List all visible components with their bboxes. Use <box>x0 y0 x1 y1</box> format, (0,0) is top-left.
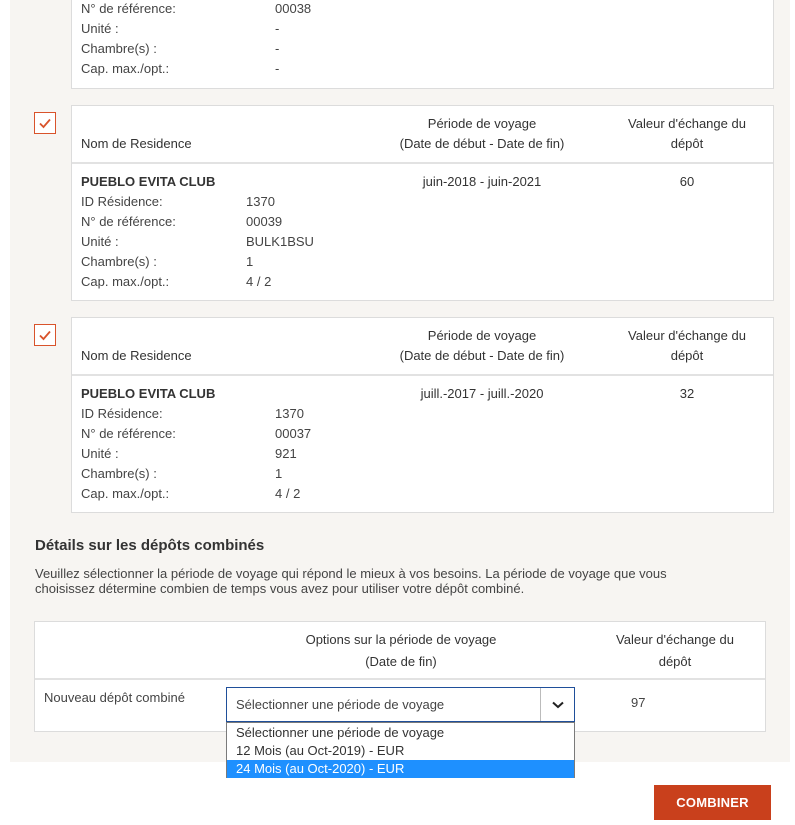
ref-number-label: N° de référence: <box>81 426 176 441</box>
ref-number-value: 00039 <box>246 214 283 229</box>
capacity-label: Cap. max./opt.: <box>81 486 170 501</box>
combined-section-title: Détails sur les dépôts combinés <box>35 537 265 554</box>
unit-value: - <box>275 21 280 36</box>
id-residence-value: 1370 <box>246 194 275 209</box>
unit-label: Unité : <box>81 446 119 461</box>
deposit-card-00038 <box>71 0 774 89</box>
rooms-value: - <box>275 41 280 56</box>
capacity-value: - <box>275 61 280 76</box>
deposit-card-00037 <box>71 317 774 513</box>
checkmark-icon <box>38 328 52 342</box>
new-combined-deposit-label: Nouveau dépôt combiné <box>44 690 185 705</box>
dropdown-option-highlighted[interactable]: 24 Mois (au Oct-2020) - EUR <box>227 760 574 778</box>
combined-exchange-value: 97 <box>631 695 646 710</box>
header-residence-name: Nom de Residence <box>81 348 192 363</box>
exchange-value: 32 <box>679 386 695 401</box>
exchange-value: 60 <box>679 174 695 189</box>
travel-period-select[interactable] <box>226 687 575 722</box>
ref-number-label: N° de référence: <box>81 214 176 229</box>
deposit-checkbox-00039[interactable] <box>34 112 56 134</box>
combined-table-header <box>35 622 765 680</box>
card-header <box>72 106 773 164</box>
rooms-value: 1 <box>275 466 283 481</box>
capacity-label: Cap. max./opt.: <box>81 274 170 289</box>
residence-name: PUEBLO EVITA CLUB <box>81 174 216 189</box>
dropdown-option[interactable]: Sélectionner une période de voyage <box>236 725 445 740</box>
header-travel-period: Période de voyage (Date de début - Date de fin) <box>399 116 565 151</box>
id-residence-label: ID Résidence: <box>81 194 163 209</box>
unit-value: BULK1BSU <box>246 234 314 249</box>
rooms-value: 1 <box>246 254 254 269</box>
header-exchange-value: Valeur d'échange du dépôt <box>616 632 734 669</box>
header-exchange-value: Valeur d'échange du dépôt <box>628 328 746 363</box>
unit-value: 921 <box>275 446 297 461</box>
checkmark-icon <box>38 116 52 130</box>
capacity-value: 4 / 2 <box>275 486 301 501</box>
card-header <box>72 318 773 376</box>
rooms-label: Chambre(s) : <box>81 41 157 56</box>
ref-number-value: 00037 <box>275 426 312 441</box>
select-current-value: Sélectionner une période de voyage <box>236 697 445 712</box>
rooms-label: Chambre(s) : <box>81 254 157 269</box>
travel-period-value: juill.-2017 - juill.-2020 <box>420 386 544 401</box>
header-exchange-value: Valeur d'échange du dépôt <box>628 116 746 151</box>
id-residence-label: ID Résidence: <box>81 406 163 421</box>
travel-period-dropdown <box>226 722 575 778</box>
capacity-label: Cap. max./opt.: <box>81 61 170 76</box>
unit-label: Unité : <box>81 234 119 249</box>
deposit-card-00039 <box>71 105 774 301</box>
ref-number-label: N° de référence: <box>81 1 176 16</box>
combine-button[interactable]: COMBINER <box>654 785 771 820</box>
unit-label: Unité : <box>81 21 119 36</box>
select-toggle[interactable] <box>540 688 574 721</box>
id-residence-value: 1370 <box>275 406 304 421</box>
deposit-checkbox-00037[interactable] <box>34 324 56 346</box>
travel-period-value: juin-2018 - juin-2021 <box>422 174 542 189</box>
combined-section-description: Veuillez sélectionner la période de voyage qui répond le mieux à vos besoins. La période de voyage que vous choisissez détermine combien de temps vous avez pour utiliser votre dépôt combiné. <box>35 566 667 596</box>
dropdown-option[interactable]: 12 Mois (au Oct-2019) - EUR <box>236 743 405 758</box>
chevron-down-icon <box>552 701 564 709</box>
header-residence-name: Nom de Residence <box>81 136 192 151</box>
ref-number-value: 00038 <box>275 1 312 16</box>
header-period-options: Options sur la période de voyage (Date de fin) <box>305 632 497 669</box>
rooms-label: Chambre(s) : <box>81 466 157 481</box>
header-travel-period: Période de voyage (Date de début - Date de fin) <box>399 328 565 363</box>
capacity-value: 4 / 2 <box>246 274 272 289</box>
residence-name: PUEBLO EVITA CLUB <box>81 386 216 401</box>
